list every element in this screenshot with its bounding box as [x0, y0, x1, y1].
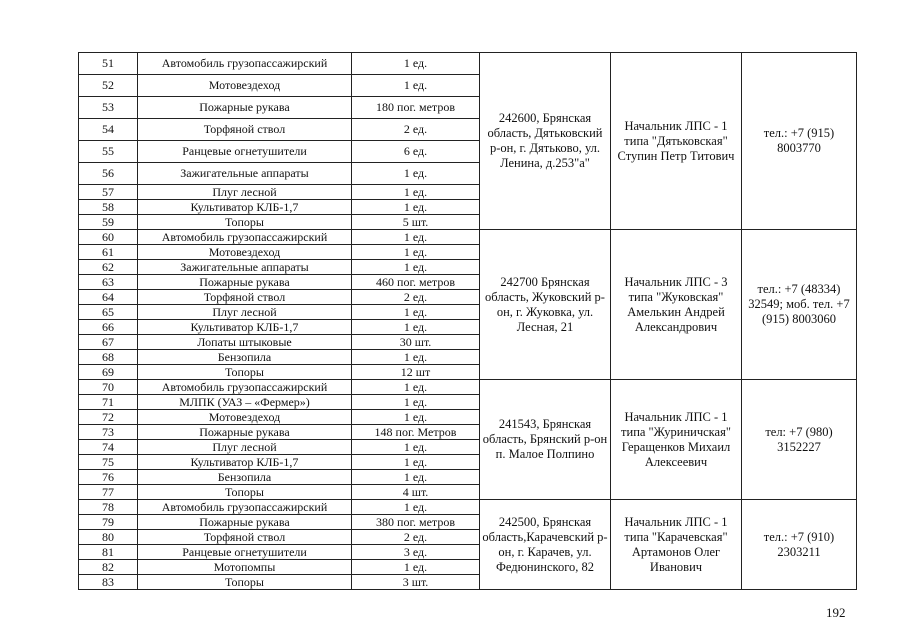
item-quantity: 1 ед. [352, 380, 480, 395]
item-quantity: 1 ед. [352, 53, 480, 75]
row-number: 67 [79, 335, 138, 350]
item-name: Автомобиль грузопассажирский [138, 230, 352, 245]
row-number: 57 [79, 185, 138, 200]
row-number: 65 [79, 305, 138, 320]
item-quantity: 2 ед. [352, 530, 480, 545]
item-quantity: 1 ед. [352, 245, 480, 260]
contact-phone: тел.: +7 (48334) 32549; моб. тел. +7 (915) 8003060 [742, 230, 857, 380]
item-quantity: 1 ед. [352, 470, 480, 485]
item-quantity: 1 ед. [352, 75, 480, 97]
contact-phone: тел.: +7 (915) 8003770 [742, 53, 857, 230]
row-number: 74 [79, 440, 138, 455]
item-quantity: 2 ед. [352, 119, 480, 141]
item-quantity: 1 ед. [352, 395, 480, 410]
row-number: 75 [79, 455, 138, 470]
item-quantity: 1 ед. [352, 163, 480, 185]
row-number: 77 [79, 485, 138, 500]
row-number: 56 [79, 163, 138, 185]
row-number: 64 [79, 290, 138, 305]
item-quantity: 1 ед. [352, 440, 480, 455]
item-name: Ранцевые огнетушители [138, 545, 352, 560]
item-name: Зажигательные аппараты [138, 260, 352, 275]
item-name: Плуг лесной [138, 440, 352, 455]
row-number: 68 [79, 350, 138, 365]
item-name: Мотовездеход [138, 245, 352, 260]
location-address: 242600, Брянская область, Дятьковский р-он, г. Дятьково, ул. Ленина, д.253"а" [480, 53, 611, 230]
equipment-table-body [79, 53, 857, 590]
item-quantity: 1 ед. [352, 350, 480, 365]
item-quantity: 1 ед. [352, 455, 480, 470]
item-quantity: 6 ед. [352, 141, 480, 163]
item-name: Топоры [138, 215, 352, 230]
row-number: 59 [79, 215, 138, 230]
location-address: 242700 Брянская область, Жуковский р-он, г. Жуковка, ул. Лесная, 21 [480, 230, 611, 380]
page-number: 192 [826, 605, 846, 620]
item-name: Торфяной ствол [138, 530, 352, 545]
item-quantity: 1 ед. [352, 500, 480, 515]
contact-phone: тел: +7 (980) 3152227 [742, 380, 857, 500]
item-name: Топоры [138, 365, 352, 380]
item-quantity: 460 пог. метров [352, 275, 480, 290]
row-number: 81 [79, 545, 138, 560]
item-name: Пожарные рукава [138, 97, 352, 119]
row-number: 58 [79, 200, 138, 215]
item-name: Торфяной ствол [138, 119, 352, 141]
item-name: Культиватор КЛБ-1,7 [138, 455, 352, 470]
item-name: МЛПК (УАЗ – «Фермер») [138, 395, 352, 410]
item-quantity: 380 пог. метров [352, 515, 480, 530]
item-quantity: 5 шт. [352, 215, 480, 230]
row-number: 62 [79, 260, 138, 275]
item-name: Мотовездеход [138, 75, 352, 97]
row-number: 76 [79, 470, 138, 485]
row-number: 69 [79, 365, 138, 380]
equipment-table [78, 52, 857, 590]
item-name: Плуг лесной [138, 305, 352, 320]
item-quantity: 1 ед. [352, 200, 480, 215]
item-name: Лопаты штыковые [138, 335, 352, 350]
item-quantity: 180 пог. метров [352, 97, 480, 119]
item-quantity: 1 ед. [352, 410, 480, 425]
table-row [79, 380, 857, 395]
item-name: Ранцевые огнетушители [138, 141, 352, 163]
item-name: Плуг лесной [138, 185, 352, 200]
row-number: 70 [79, 380, 138, 395]
item-quantity: 1 ед. [352, 320, 480, 335]
item-name: Культиватор КЛБ-1,7 [138, 200, 352, 215]
location-address: 241543, Брянская область, Брянский р-он п. Малое Полпино [480, 380, 611, 500]
responsible-person: Начальник ЛПС - 1 типа "Дятьковская" Ступин Петр Титович [611, 53, 742, 230]
contact-phone: тел.: +7 (910) 2303211 [742, 500, 857, 590]
item-name: Мотопомпы [138, 560, 352, 575]
row-number: 82 [79, 560, 138, 575]
item-quantity: 2 ед. [352, 290, 480, 305]
item-quantity: 4 шт. [352, 485, 480, 500]
item-quantity: 1 ед. [352, 260, 480, 275]
table-row [79, 230, 857, 245]
responsible-person: Начальник ЛПС - 1 типа "Журиничская" Геращенков Михаил Алексеевич [611, 380, 742, 500]
row-number: 73 [79, 425, 138, 440]
item-name: Зажигательные аппараты [138, 163, 352, 185]
item-quantity: 3 ед. [352, 545, 480, 560]
item-quantity: 12 шт [352, 365, 480, 380]
item-name: Пожарные рукава [138, 515, 352, 530]
item-name: Топоры [138, 485, 352, 500]
item-quantity: 1 ед. [352, 560, 480, 575]
item-quantity: 148 пог. Метров [352, 425, 480, 440]
item-quantity: 30 шт. [352, 335, 480, 350]
item-name: Культиватор КЛБ-1,7 [138, 320, 352, 335]
responsible-person: Начальник ЛПС - 1 типа "Карачевская" Артамонов Олег Иванович [611, 500, 742, 590]
item-quantity: 1 ед. [352, 305, 480, 320]
row-number: 54 [79, 119, 138, 141]
row-number: 80 [79, 530, 138, 545]
item-name: Топоры [138, 575, 352, 590]
item-name: Бензопила [138, 350, 352, 365]
row-number: 53 [79, 97, 138, 119]
item-name: Торфяной ствол [138, 290, 352, 305]
item-name: Автомобиль грузопассажирский [138, 380, 352, 395]
item-quantity: 3 шт. [352, 575, 480, 590]
item-name: Пожарные рукава [138, 425, 352, 440]
item-name: Пожарные рукава [138, 275, 352, 290]
item-name: Автомобиль грузопассажирский [138, 500, 352, 515]
row-number: 52 [79, 75, 138, 97]
item-name: Автомобиль грузопассажирский [138, 53, 352, 75]
row-number: 83 [79, 575, 138, 590]
row-number: 79 [79, 515, 138, 530]
item-quantity: 1 ед. [352, 230, 480, 245]
row-number: 61 [79, 245, 138, 260]
row-number: 66 [79, 320, 138, 335]
table-row [79, 53, 857, 75]
row-number: 60 [79, 230, 138, 245]
row-number: 55 [79, 141, 138, 163]
item-quantity: 1 ед. [352, 185, 480, 200]
row-number: 72 [79, 410, 138, 425]
row-number: 51 [79, 53, 138, 75]
location-address: 242500, Брянская область,Карачевский р-он, г. Карачев, ул. Федюнинского, 82 [480, 500, 611, 590]
row-number: 78 [79, 500, 138, 515]
responsible-person: Начальник ЛПС - 3 типа "Жуковская" Амелькин Андрей Александрович [611, 230, 742, 380]
item-name: Бензопила [138, 470, 352, 485]
item-name: Мотовездеход [138, 410, 352, 425]
row-number: 63 [79, 275, 138, 290]
table-row [79, 500, 857, 515]
row-number: 71 [79, 395, 138, 410]
